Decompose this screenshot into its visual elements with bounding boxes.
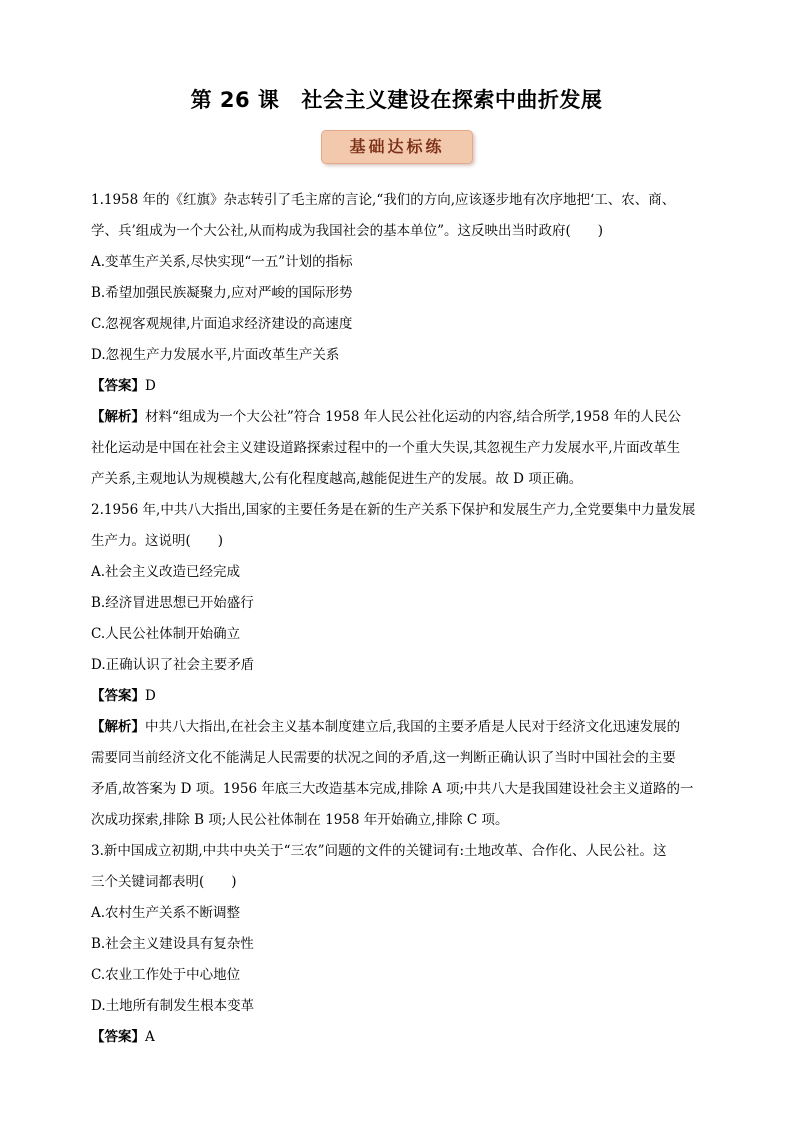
question-block (91, 495, 706, 836)
answer-option: B.社会主义建设具有复杂性 (91, 936, 254, 952)
answer-option: A.社会主义改造已经完成 (91, 564, 241, 580)
answer-option: A.农村生产关系不断调整 (91, 905, 241, 921)
answer-option: C.人民公社体制开始确立 (91, 626, 241, 642)
answer-option: A.变革生产关系,尽快实现“一五”计划的指标 (91, 254, 353, 270)
answer-value: A (145, 1029, 155, 1045)
analysis-line: 矛盾,故答案为 D 项。1956 年底三大改造基本完成,排除 A 项;中共八大是我国建设社会主义道路的一 (91, 781, 694, 797)
answer-line (91, 371, 706, 402)
section-badge: 基础达标练 (321, 130, 473, 164)
question-block (91, 185, 706, 495)
question-stem-line: 1.1958 年的《红旗》杂志转引了毛主席的言论,“我们的方向,应该逐步地有次序地把‘工、农、商、 (91, 192, 676, 208)
analysis-text: 材料“组成为一个大公社”符合 1958 年人民公社化运动的内容,结合所学,1958 年的人民公 (145, 409, 681, 425)
answer-line (91, 1022, 706, 1053)
answer-label: 【答案】 (91, 378, 145, 394)
analysis-line: 需要同当前经济文化不能满足人民需要的状况之间的矛盾,这一判断正确认识了当时中国社会的主要 (91, 750, 676, 766)
lesson-topic: 社会主义建设在探索中曲折发展 (301, 88, 603, 112)
analysis-label: 【解析】 (91, 409, 145, 425)
question-stem-line: 学、兵’组成为一个大公社,从而构成为我国社会的基本单位”。这反映出当时政府( ) (91, 223, 604, 239)
analysis-line (91, 402, 706, 433)
analysis-label: 【解析】 (91, 719, 145, 735)
analysis-line (91, 712, 706, 743)
question-stem-line: 3.新中国成立初期,中共中央关于“三农”问题的文件的关键词有:土地改革、合作化、人民公社。这 (91, 843, 667, 859)
answer-option: D.忽视生产力发展水平,片面改革生产关系 (91, 347, 340, 363)
question-stem-line: 三个关键词都表明( ) (91, 874, 237, 890)
answer-line (91, 681, 706, 712)
answer-value: D (145, 378, 156, 394)
answer-option: D.正确认识了社会主要矛盾 (91, 657, 255, 673)
analysis-line: 次成功探索,排除 B 项;人民公社体制在 1958 年开始确立,排除 C 项。 (91, 812, 509, 828)
question-list (91, 185, 706, 1053)
answer-value: D (145, 688, 156, 704)
analysis-line: 社化运动是中国在社会主义建设道路探索过程中的一个重大失误,其忽视生产力发展水平,片面改革生 (91, 440, 681, 456)
question-stem-line: 生产力。这说明( ) (91, 533, 224, 549)
analysis-text: 中共八大指出,在社会主义基本制度建立后,我国的主要矛盾是人民对于经济文化迅速发展的 (145, 719, 681, 735)
answer-option: B.希望加强民族凝聚力,应对严峻的国际形势 (91, 285, 353, 301)
answer-label: 【答案】 (91, 688, 145, 704)
answer-option: B.经济冒进思想已开始盛行 (91, 595, 254, 611)
question-stem-line: 2.1956 年,中共八大指出,国家的主要任务是在新的生产关系下保护和发展生产力,全党要集中力量发展 (91, 502, 696, 518)
answer-label: 【答案】 (91, 1029, 145, 1045)
analysis-line: 产关系,主观地认为规模越大,公有化程度越高,越能促进生产的发展。故 D 项正确。 (91, 471, 583, 487)
answer-option: D.土地所有制发生根本变革 (91, 998, 255, 1014)
lesson-number: 第 26 课 (190, 88, 280, 112)
answer-option: C.农业工作处于中心地位 (91, 967, 241, 983)
question-block (91, 836, 706, 1053)
page-title (0, 84, 793, 114)
answer-option: C.忽视客观规律,片面追求经济建设的高速度 (91, 316, 353, 332)
